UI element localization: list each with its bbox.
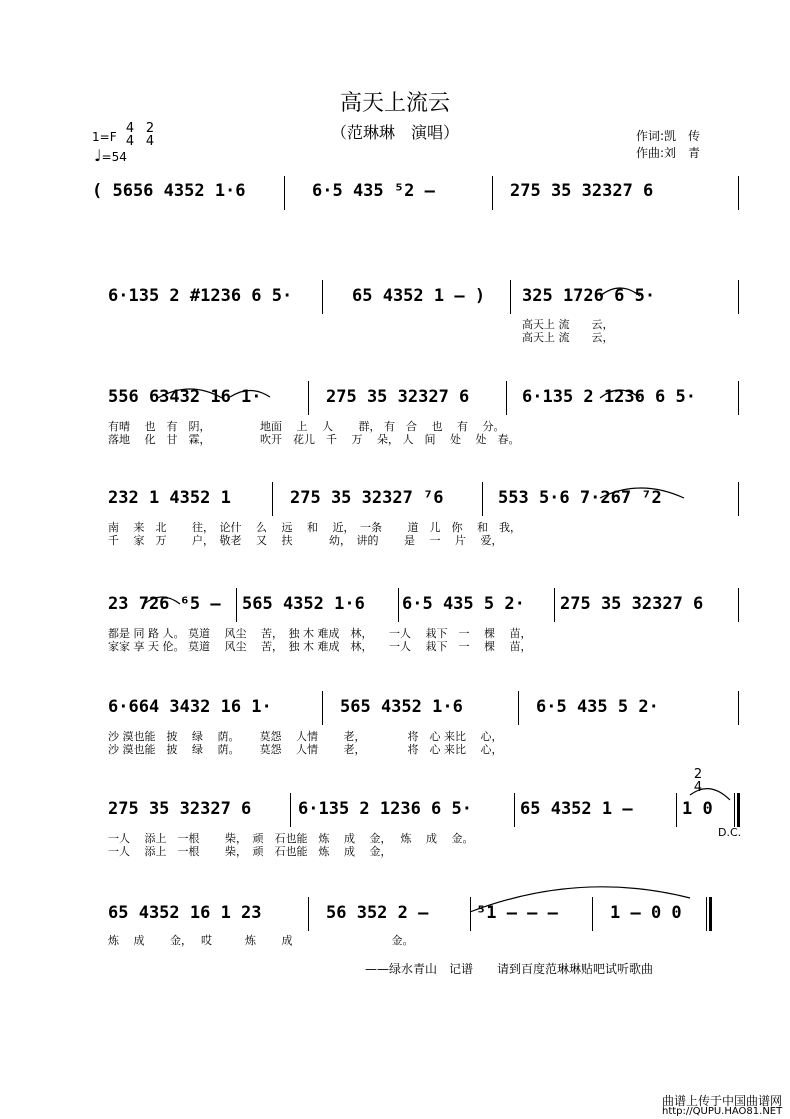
lyric-line-2: 高天上 流 云， <box>522 331 614 344</box>
measure: ( 5656 4352 1·6 <box>92 181 246 201</box>
song-title: 高天上流云 <box>339 91 450 116</box>
slur <box>144 597 180 604</box>
measure: 65 4352 1 – ) <box>352 286 486 306</box>
measure: 6·664 3432 16 1· <box>108 697 272 717</box>
quarter-note-icon: ♩ <box>94 146 102 165</box>
measure: 23 726 ⁶5 – <box>108 594 221 614</box>
lyric-line-1: 都是 同 路 人。 莫道 风尘 苦， 独 木 难成 林， 一人 栽下 一 棵 苗， <box>108 627 532 640</box>
slur <box>600 288 640 296</box>
measure: 565 4352 1·6 <box>340 697 463 717</box>
site-url: http://QUPU.HAO81.NET <box>662 1106 783 1117</box>
slur <box>470 887 690 912</box>
tempo-marking: ♩=54 <box>94 146 127 165</box>
lyric-line-1: 南 来 北 往， 论什 么 远 和 近， 一条 道 儿 你 和 我， <box>108 521 521 534</box>
measure: 1 – 0 0 <box>610 903 682 923</box>
measure: 553 5·6 7·267 ⁷2 <box>498 488 662 508</box>
da-capo-mark: D.C. <box>718 826 742 839</box>
lyric-line-2: 沙 漠也能 披 绿 荫。 莫怨 人情 老， 将 心 来比 心， <box>108 743 503 756</box>
transcriber-note: ——绿水青山 记谱 请到百度范琳琳贴吧试听歌曲 <box>365 962 654 976</box>
lyric-line-1: 高天上 流 云， <box>522 318 614 331</box>
measure: 275 35 32327 ⁷6 <box>290 488 444 508</box>
site-credit: 曲谱上传于中国曲谱网 <box>662 1094 783 1108</box>
measure: 565 4352 1·6 <box>242 594 365 614</box>
slur <box>230 391 270 398</box>
song-subtitle: （范琳琳 演唱） <box>330 123 459 142</box>
measure: 325 1726 6 5· <box>522 286 656 306</box>
lyric-line-2: 千 家 万 户， 敬老 又 扶 幼， 讲的 是 一 片 爱， <box>108 534 503 547</box>
slur <box>690 789 730 800</box>
slur <box>158 389 222 398</box>
measure: ⁵1 – – – <box>476 903 558 923</box>
measure: 556 63432 16 1· <box>108 387 262 407</box>
lyric-line-1: 有晴 也 有 阴， 地面 上 人 群， 有 合 也 有 分。 <box>108 420 505 433</box>
measure: 6·135 2 1236 6 5· <box>522 387 696 407</box>
measure: 1 0 <box>682 799 713 819</box>
slur <box>600 390 640 398</box>
measure: 65 4352 16 1 23 <box>108 903 262 923</box>
lyric-line-1: 一人 添上 一根 柴， 顽 石也能 炼 成 金， 炼 成 金。 <box>108 832 474 845</box>
lyricist-credit: 作词:凯 传 <box>636 129 701 143</box>
measure: 6·5 435 5 2· <box>536 697 659 717</box>
measure: 275 35 32327 6 <box>108 799 252 819</box>
measure: 6·5 435 ⁵2 – <box>312 181 435 201</box>
measure: 6·135 2 1236 6 5· <box>298 799 472 819</box>
lyric-line-2: 一人 添上 一根 柴， 顽 石也能 炼 成 金， <box>108 845 392 858</box>
time-signature-a: 4 4 <box>125 121 135 149</box>
measure: 6·5 435 5 2· <box>402 594 525 614</box>
time-signature-change: 2 4 <box>693 767 703 795</box>
measure: 275 35 32327 6 <box>510 181 654 201</box>
lyric-line-2: 落地 化 甘 霖， 吹开 花儿 千 万 朵， 人 间 处 处 春。 <box>108 433 520 446</box>
key-signature: 1=F <box>92 130 117 144</box>
composer-credit: 作曲:刘 青 <box>636 146 701 160</box>
measure: 56 352 2 – <box>326 903 429 923</box>
lyric-line-1: 沙 漠也能 披 绿 荫。 莫怨 人情 老， 将 心 来比 心， <box>108 730 503 743</box>
lyric-line-2: 家家 享 天 伦。 莫道 风尘 苦， 独 木 难成 林， 一人 栽下 一 棵 苗， <box>108 640 532 653</box>
lyric-line-1: 炼 成 金， 哎 炼 成 金。 <box>108 934 414 947</box>
measure: 275 35 32327 6 <box>326 387 470 407</box>
measure: 6·135 2 #1236 6 5· <box>108 286 293 306</box>
measure: 232 1 4352 1 <box>108 488 231 508</box>
time-signature-b: 2 4 <box>145 121 155 149</box>
measure: 65 4352 1 – <box>520 799 633 819</box>
slur <box>600 488 684 498</box>
measure: 275 35 32327 6 <box>560 594 704 614</box>
